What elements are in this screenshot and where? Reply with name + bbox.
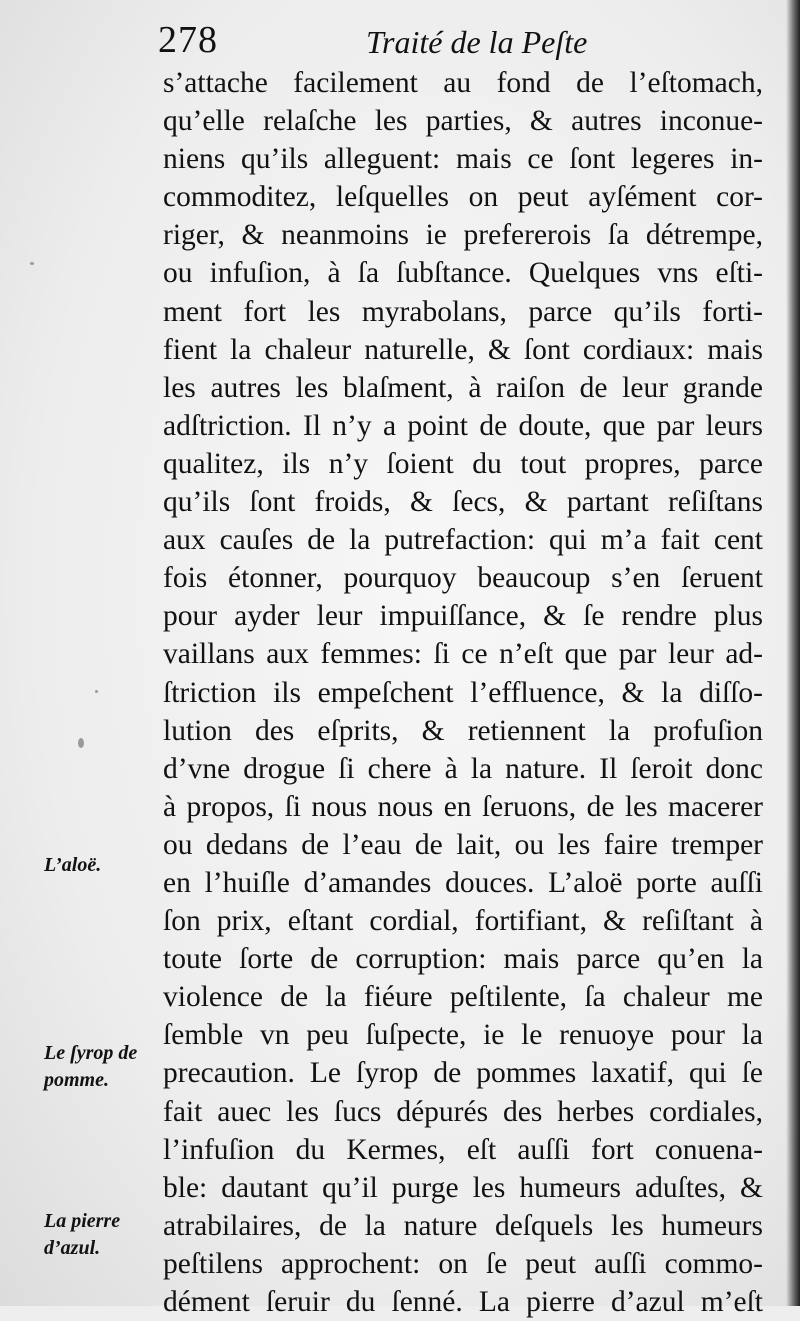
- text-line: les autres les blaſment, à raiſon de leur grande: [163, 371, 763, 404]
- margin-note-line: L’aloë.: [44, 854, 102, 876]
- text-line: à propos, ſi nous nous en ſeruons, de les macerer: [163, 790, 763, 823]
- margin-note-pierre-dazul: [44, 1208, 162, 1262]
- text-line: ſtriction ils empeſchent l’effluence, & la diſſo-: [163, 676, 763, 709]
- text-line: qualitez, ils n’y ſoient du tout propres, parce: [163, 447, 763, 480]
- text-line: atrabilaires, de la nature deſquels les humeurs: [163, 1209, 763, 1242]
- page-header: [158, 18, 778, 66]
- margin-note-line: La pierre: [44, 1210, 121, 1232]
- running-title: Traité de la Peſte: [366, 24, 588, 60]
- text-line: fient la chaleur naturelle, & ſont cordiaux: mais: [163, 333, 763, 366]
- paper-speck: [30, 262, 34, 265]
- text-line: fois étonner, pourquoy beaucoup s’en ſeruent: [163, 562, 763, 595]
- text-line: fait auec les ſucs dépurés des herbes cordiales,: [163, 1095, 763, 1128]
- text-line: d’vne drogue ſi chere à la nature. Il ſeroit donc: [163, 752, 763, 785]
- text-line: adſtriction. Il n’y a point de doute, que par leurs: [163, 409, 763, 442]
- text-line: ble: dautant qu’il purge les humeurs aduſtes, &: [163, 1171, 763, 1204]
- text-line: riger, & neanmoins ie prefererois ſa détrempe,: [163, 219, 763, 252]
- text-line: ou infuſion, à ſa ſubſtance. Quelques vns eſti-: [163, 257, 763, 290]
- paper-speck: [78, 738, 84, 748]
- page-gutter-shadow: [786, 0, 800, 1306]
- margin-note-aloe: [44, 852, 162, 879]
- margin-note-line: d’azul.: [44, 1237, 101, 1259]
- text-line: l’infuſion du Kermes, eſt auſſi fort conuena-: [163, 1133, 763, 1166]
- text-line: commoditez, leſquelles on peut ayſément cor-: [163, 181, 763, 214]
- margin-note-syrop-de-pomme: [44, 1040, 162, 1094]
- margin-note-line: pomme.: [44, 1069, 109, 1091]
- text-line: pour ayder leur impuiſſance, & ſe rendre plus: [163, 600, 763, 633]
- text-line: toute ſorte de corruption: mais parce qu’en la: [163, 943, 763, 976]
- text-line: en l’huiſle d’amandes douces. L’aloë porte auſſi: [163, 866, 763, 899]
- text-line: niens qu’ils alleguent: mais ce ſont legeres in-: [163, 143, 763, 176]
- paper-speck: [95, 690, 98, 693]
- text-line: lution des eſprits, & retiennent la profuſion: [163, 714, 763, 747]
- text-line: ou dedans de l’eau de lait, ou les faire tremper: [163, 828, 763, 861]
- text-line: dément ſeruir du ſenné. La pierre d’azul m’eſt: [163, 1286, 763, 1318]
- text-line: qu’ils ſont froids, & ſecs, & partant reſiſtans: [163, 486, 763, 519]
- body-text: [163, 64, 763, 1321]
- text-line: qu’elle relaſche les parties, & autres inconue-: [163, 105, 763, 138]
- text-line: aux cauſes de la putrefaction: qui m’a fait cent: [163, 524, 763, 557]
- text-line: ment fort les myrabolans, parce qu’ils forti-: [163, 295, 763, 328]
- text-line: ſemble vn peu ſuſpecte, ie le renuoye pour la: [163, 1019, 763, 1052]
- text-line: precaution. Le ſyrop de pommes laxatif, qui ſe: [163, 1057, 763, 1090]
- text-line: ſon prix, eſtant cordial, fortifiant, & reſiſtant à: [163, 905, 763, 938]
- margin-note-line: Le ſyrop de: [44, 1042, 138, 1064]
- text-line: s’attache facilement au fond de l’eſtomach,: [163, 67, 763, 99]
- page-number: 278: [158, 19, 218, 61]
- text-line: vaillans aux femmes: ſi ce n’eſt que par leur ad-: [163, 638, 763, 671]
- text-line: violence de la fiéure peſtilente, ſa chaleur me: [163, 981, 763, 1014]
- text-line: peſtilens approchent: on ſe peut auſſi commo-: [163, 1247, 763, 1280]
